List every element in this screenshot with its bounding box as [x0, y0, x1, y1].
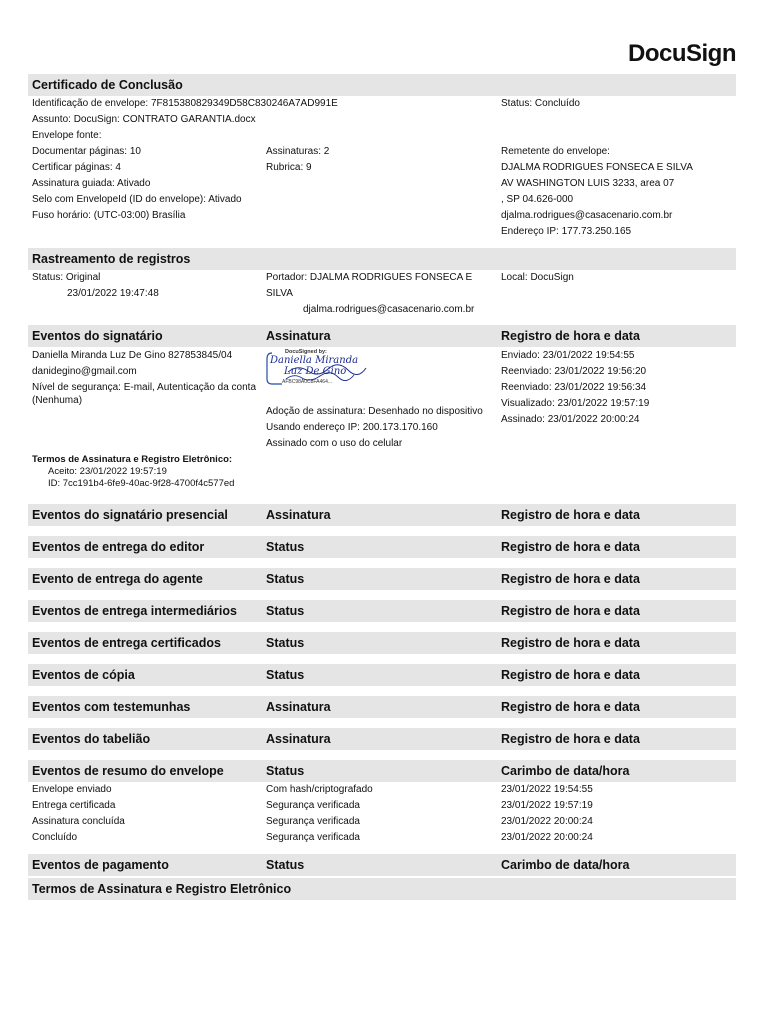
guided-signing: Assinatura guiada: Ativado — [32, 178, 151, 189]
payment-header — [28, 854, 736, 876]
envelope-source: Envelope fonte: — [32, 130, 102, 141]
terms-accepted: Aceito: 23/01/2022 19:57:19 — [48, 466, 167, 477]
summary-status: Com hash/criptografado — [266, 784, 373, 795]
tracking-date: 23/01/2022 19:47:48 — [67, 288, 159, 299]
payment-status-title: Status — [266, 858, 305, 872]
signature-id: AFBC98A0C8FA464... — [282, 379, 333, 385]
terms-footer-header — [28, 878, 736, 900]
sender-address-1: AV WASHINGTON LUIS 3233, area 07 — [501, 178, 675, 189]
summary-event: Assinatura concluída — [32, 816, 125, 827]
section-bar — [28, 696, 736, 718]
terms-title: Termos de Assinatura e Registro Eletrônico: — [32, 454, 233, 465]
summary-time: 23/01/2022 20:00:24 — [501, 816, 593, 827]
sender-label: Remetente do envelope: — [501, 146, 610, 157]
signed-with: Assinado com o uso do celular — [266, 438, 403, 449]
signature-image — [266, 351, 394, 387]
summary-time: 23/01/2022 20:00:24 — [501, 832, 593, 843]
envelope-status: Status: Concluído — [501, 98, 580, 109]
section-title: Eventos de entrega intermediários — [32, 604, 237, 618]
section-col2: Assinatura — [266, 508, 331, 522]
section-bar — [28, 664, 736, 686]
section-col3: Registro de hora e data — [501, 636, 640, 650]
section-title: Eventos de entrega certificados — [32, 636, 221, 650]
signer-events-title: Eventos do signatário — [32, 329, 163, 343]
event-sent: Enviado: 23/01/2022 19:54:55 — [501, 350, 635, 361]
security-level-1: Nível de segurança: E-mail, Autenticação da conta — [32, 382, 257, 393]
holder-line-2: SILVA — [266, 288, 293, 299]
tracking-location: Local: DocuSign — [501, 272, 574, 283]
summary-time: 23/01/2022 19:54:55 — [501, 784, 593, 795]
signer-events-header — [28, 325, 736, 347]
initials-count: Rubrica: 9 — [266, 162, 312, 173]
sender-name: DJALMA RODRIGUES FONSECA E SILVA — [501, 162, 693, 173]
sender-ip: Endereço IP: 177.73.250.165 — [501, 226, 632, 237]
tracking-title: Rastreamento de registros — [32, 252, 191, 266]
timezone: Fuso horário: (UTC-03:00) Brasília — [32, 210, 186, 221]
security-level-2: (Nenhuma) — [32, 395, 83, 406]
event-resent-2: Reenviado: 23/01/2022 19:56:34 — [501, 382, 647, 393]
section-bar — [28, 728, 736, 750]
section-title: Eventos com testemunhas — [32, 700, 191, 714]
event-viewed: Visualizado: 23/01/2022 19:57:19 — [501, 398, 650, 409]
docusign-logo: DocuSign — [628, 40, 736, 67]
sender-address-2: , SP 04.626-000 — [501, 194, 574, 205]
section-bar — [28, 632, 736, 654]
section-bar — [28, 600, 736, 622]
holder-line-1: Portador: DJALMA RODRIGUES FONSECA E — [266, 272, 473, 283]
section-title: Eventos do tabelião — [32, 732, 151, 746]
payment-title: Eventos de pagamento — [32, 858, 169, 872]
section-col2: Assinatura — [266, 732, 331, 746]
summary-event: Entrega certificada — [32, 800, 116, 811]
signer-email: danidegino@gmail.com — [32, 366, 137, 377]
summary-status: Segurança verificada — [266, 816, 360, 827]
section-col3: Registro de hora e data — [501, 508, 640, 522]
summary-event: Envelope enviado — [32, 784, 112, 795]
envelope-subject: Assunto: DocuSign: CONTRATO GARANTIA.docx — [32, 114, 256, 125]
tracking-header — [28, 248, 736, 270]
event-signed: Assinado: 23/01/2022 20:00:24 — [501, 414, 640, 425]
section-title: Eventos de entrega do editor — [32, 540, 205, 554]
timestamp-column-title: Registro de hora e data — [501, 329, 640, 343]
section-col2: Status — [266, 572, 305, 586]
summary-title: Eventos de resumo do envelope — [32, 764, 224, 778]
event-resent-1: Reenviado: 23/01/2022 19:56:20 — [501, 366, 647, 377]
certificate-header — [28, 74, 736, 96]
certificate-title: Certificado de Conclusão — [32, 78, 183, 92]
section-col3: Registro de hora e data — [501, 604, 640, 618]
document-pages: Documentar páginas: 10 — [32, 146, 141, 157]
signature-adoption: Adoção de assinatura: Desenhado no dispositivo — [266, 406, 483, 417]
summary-header — [28, 760, 736, 782]
section-title: Eventos de cópia — [32, 668, 135, 682]
section-bar — [28, 536, 736, 558]
section-col3: Registro de hora e data — [501, 540, 640, 554]
summary-event: Concluído — [32, 832, 78, 843]
summary-status: Segurança verificada — [266, 800, 360, 811]
payment-time-title: Carimbo de data/hora — [501, 858, 630, 872]
signature-column-title: Assinatura — [266, 329, 331, 343]
signature-line-2: Luz De Gino — [284, 366, 347, 377]
section-col3: Registro de hora e data — [501, 700, 640, 714]
envelope-stamp: Selo com EnvelopeId (ID do envelope): Ativado — [32, 194, 242, 205]
section-col2: Assinatura — [266, 700, 331, 714]
section-col3: Registro de hora e data — [501, 572, 640, 586]
signatures-count: Assinaturas: 2 — [266, 146, 330, 157]
section-title: Eventos do signatário presencial — [32, 508, 228, 522]
section-col3: Registro de hora e data — [501, 668, 640, 682]
holder-email: djalma.rodrigues@casacenario.com.br — [303, 304, 475, 315]
section-col2: Status — [266, 540, 305, 554]
summary-time: 23/01/2022 19:57:19 — [501, 800, 593, 811]
signer-name: Daniella Miranda Luz De Gino 827853845/04 — [32, 350, 233, 361]
tracking-status: Status: Original — [32, 272, 101, 283]
certificate-pages: Certificar páginas: 4 — [32, 162, 121, 173]
signature-line-1: Daniella Miranda — [270, 355, 359, 366]
terms-footer-title: Termos de Assinatura e Registro Eletrônico — [32, 882, 292, 896]
section-bar — [28, 504, 736, 526]
summary-time-title: Carimbo de data/hora — [501, 764, 630, 778]
section-col2: Status — [266, 668, 305, 682]
terms-id: ID: 7cc191b4-6fe9-40ac-9f28-4700f4c577ed — [48, 478, 235, 489]
envelope-id: Identificação de envelope: 7F815380829349D58C830246A7AD991E — [32, 98, 338, 109]
summary-status-title: Status — [266, 764, 305, 778]
section-title: Evento de entrega do agente — [32, 572, 203, 586]
section-col3: Registro de hora e data — [501, 732, 640, 746]
docusigned-label: DocuSigned by: — [285, 349, 327, 355]
sender-email: djalma.rodrigues@casacenario.com.br — [501, 210, 673, 221]
summary-status: Segurança verificada — [266, 832, 360, 843]
section-col2: Status — [266, 604, 305, 618]
section-bar — [28, 568, 736, 590]
signer-ip: Usando endereço IP: 200.173.170.160 — [266, 422, 438, 433]
section-col2: Status — [266, 636, 305, 650]
